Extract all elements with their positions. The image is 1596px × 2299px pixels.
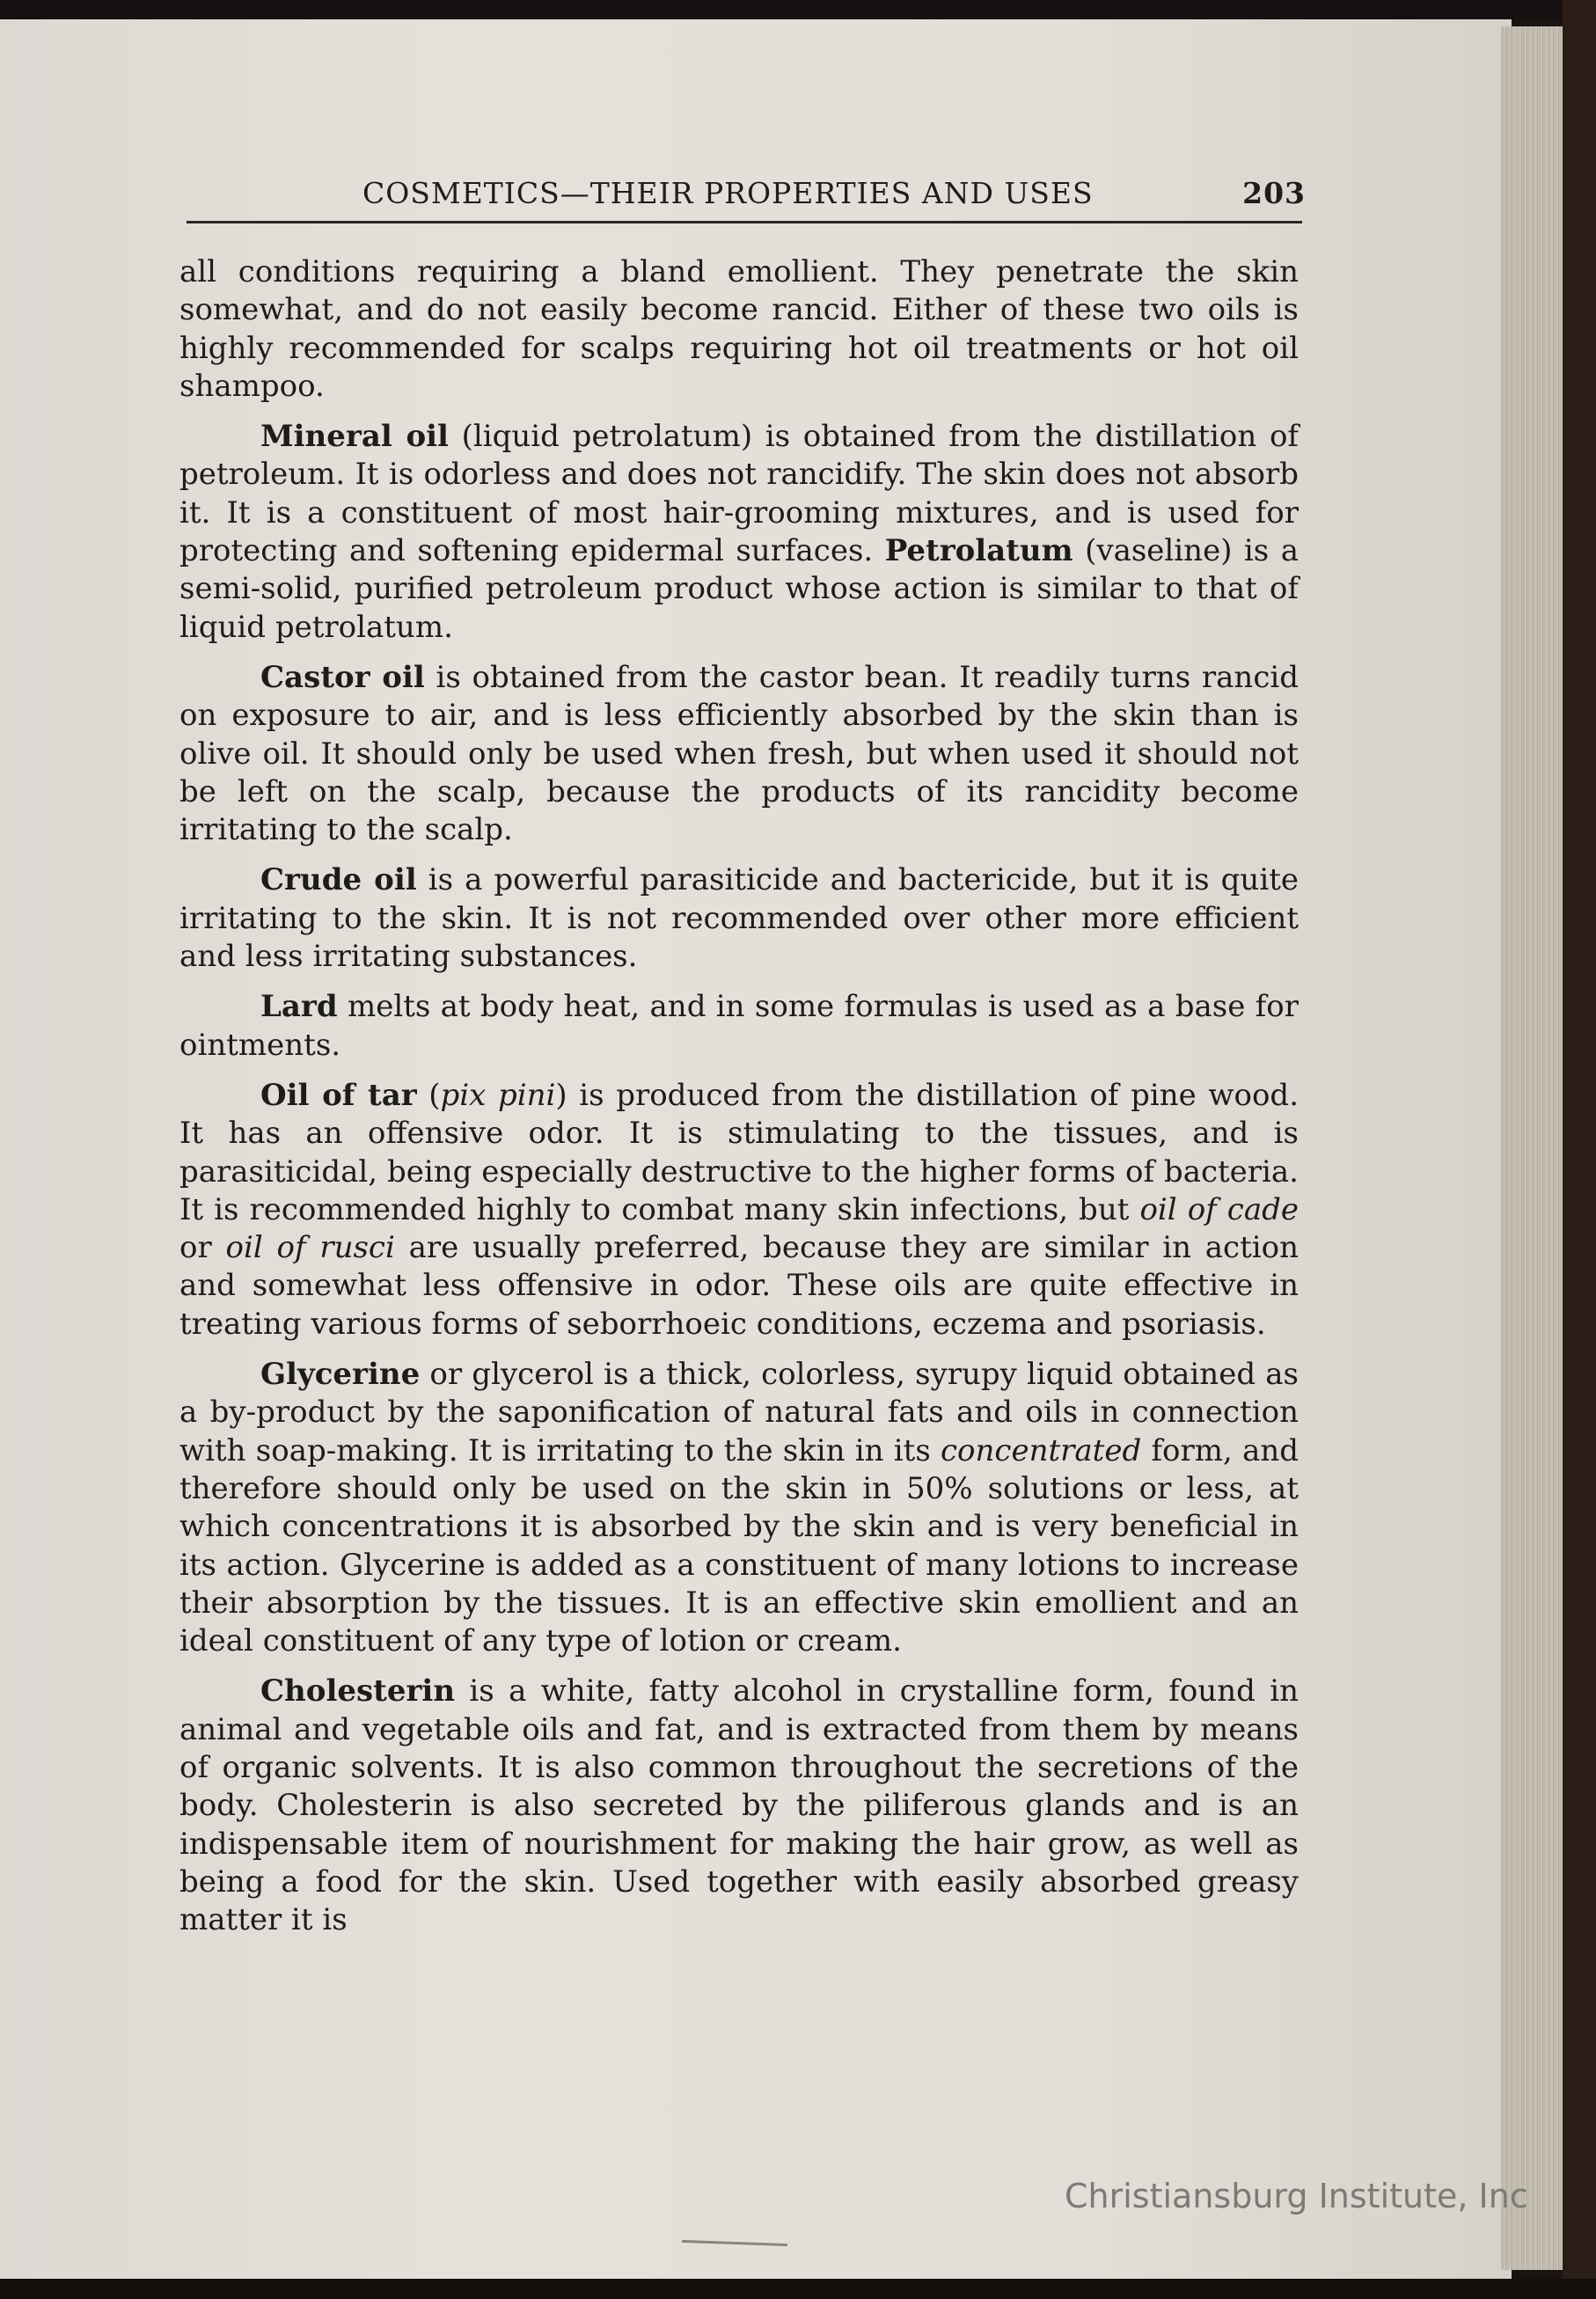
book-binding xyxy=(1563,0,1596,2299)
term-cholesterin: Cholesterin xyxy=(260,1673,456,1710)
term-castor-oil: Castor oil xyxy=(260,659,425,695)
paragraph-cholesterin: Cholesterin is a white, fatty alcohol in crystalline form, found in animal and vegetable oils and fat, and is extracted from them by means of organic solvents. It is also common throughout the secretions of the body. Cholesterin is also secreted by the piliferous glands and is an indispensable item of nourishment for making the hair grow, as well as being a food for the skin. Used together with easily absorbed greasy matter it is xyxy=(179,1673,1299,1938)
page-body xyxy=(179,253,1299,1951)
top-shadow xyxy=(0,0,1596,19)
paragraph-continuation: all conditions requiring a bland emollient. They penetrate the skin somewhat, and do not easily become rancid. Either of these two oils is highly recommended for scalps requiring hot oil treatments or hot oil shampoo. xyxy=(179,254,1299,404)
latin-name: pix pini xyxy=(440,1077,556,1113)
term-glycerine: Glycerine xyxy=(260,1357,421,1393)
paragraph-lard: Lard melts at body heat, and in some formulas is used as a base for ointments. xyxy=(179,989,1299,1063)
bottom-shadow xyxy=(0,2279,1596,2299)
paragraph-castor-oil: Castor oil is obtained from the castor bean. It readily turns rancid on exposure to air, and is less efficiently absorbed by the skin than is olive oil. It should only be used when fresh, but when used it should not be left on the scalp, because the products of its rancidity become irritating to the scalp. xyxy=(179,659,1299,848)
watermark: Christiansburg Institute, Inc xyxy=(1065,2177,1528,2215)
term-lard: Lard xyxy=(260,989,338,1025)
paragraph-mineral-oil: Mineral oil (liquid petrolatum) is obtained from the distillation of petroleum. It is odorless and does not rancidify. The skin does not absorb it. It is a constituent of most hair-grooming mixtures, and is used for protecting and softening epidermal surfaces. Petrolatum (vaseline) is a semi-solid, purified petroleum product whose action is similar to that of liquid petrolatum. xyxy=(179,419,1299,645)
alt-oil-rusci: oil of rusci xyxy=(225,1230,395,1266)
term-crude-oil: Crude oil xyxy=(260,862,417,898)
page-number: 203 xyxy=(1242,176,1306,210)
emphasis-concentrated: concentrated xyxy=(941,1432,1142,1468)
paragraph-crude-oil: Crude oil is a powerful parasiticide and bactericide, but it is quite irritating to the skin. It is not recommended over other more efficient and less irritating substances. xyxy=(179,862,1299,975)
term-oil-of-tar: Oil of tar xyxy=(260,1077,417,1113)
page-edges xyxy=(1501,26,1563,2270)
paragraph-glycerine: Glycerine or glycerol is a thick, colorless, syrupy liquid obtained as a by-product by the saponification of natural fats and oils in connection with soap-making. It is irritating to the skin in its concentrated form, and therefore should only be used on the skin in 50% solutions or less, at which concentrations it is absorbed by the skin and is very beneficial in its action. Glycerine is added as a constituent of many lotions to increase their absorption by the tissues. It is an effective skin emollient and an ideal constituent of any type of lotion or cream. xyxy=(179,1357,1299,1659)
running-head xyxy=(362,176,1306,210)
term-petrolatum: Petrolatum xyxy=(884,533,1073,569)
alt-oil-cade: oil of cade xyxy=(1139,1191,1299,1227)
header-rule xyxy=(187,221,1302,223)
term-mineral-oil: Mineral oil xyxy=(260,419,449,455)
running-title: COSMETICS—THEIR PROPERTIES AND USES xyxy=(362,176,1094,210)
paragraph-oil-of-tar: Oil of tar (pix pini) is produced from the distillation of pine wood. It has an offensive odor. It is stimulating to the tissues, and is parasiticidal, being especially destructive to the higher forms of bacteria. It is recommended highly to combat many skin infections, but oil of cade or oil of rusci are usually preferred, because they are similar in action and somewhat less offensive in odor. These oils are quite effective in treating various forms of seborrhoeic conditions, eczema and psoriasis. xyxy=(179,1077,1299,1342)
